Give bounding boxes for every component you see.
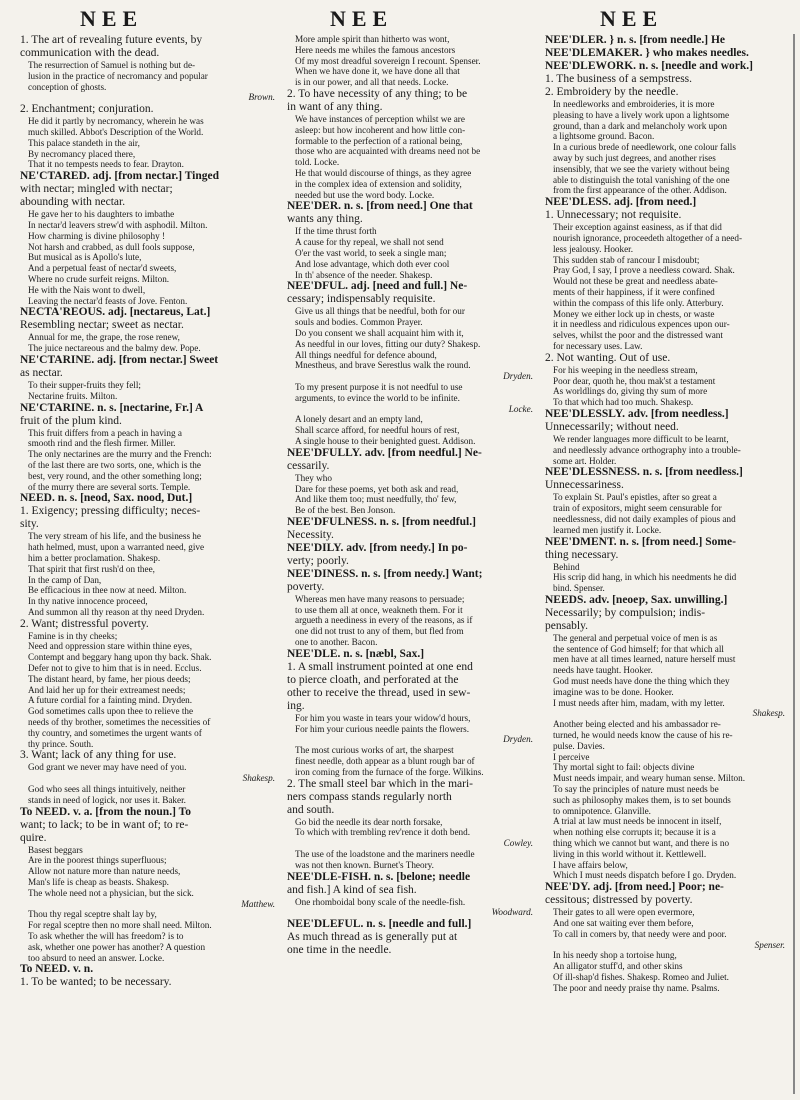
column-middle [287, 34, 533, 1094]
quotation-line: Behind [553, 561, 580, 572]
definition-line: to pierce cloath, and perforated at the [287, 673, 459, 686]
quotation-line: to omnipotence. Glanville. [553, 805, 651, 816]
quotation-line: away by such just degrees, and another rises [553, 152, 716, 163]
citation-source: Dryden. [503, 371, 533, 382]
quotation-line: when nothing else corrupts it; because it is a [553, 827, 716, 838]
quotation-line: More ample spirit than hitherto was wont, [295, 34, 450, 44]
quotation-line: How charming is divine philosophy ! [28, 230, 166, 241]
entry-headword-line: To NEED. v. a. [from the noun.] To [20, 805, 191, 818]
citation-source: Cowley. [503, 838, 533, 849]
quotation-line: In his needy shop a tortoise hung, [553, 950, 677, 961]
definition-line: thing necessary. [545, 548, 619, 561]
quotation-line: arguments, to evince the world to be infinite. [295, 392, 460, 403]
definition-line: 2. Want; distressful poverty. [20, 617, 149, 630]
definition-line: and fish.] A kind of sea fish. [287, 883, 417, 896]
quotation-line: In th' absence of the needer. Shakesp. [295, 269, 433, 280]
quotation-line: Their gates to all were open evermore, [553, 907, 695, 918]
quotation-line: The poor and needy praise thy name. Psalms. [553, 982, 720, 993]
definition-line: 1. To be wanted; to be necessary. [20, 976, 172, 989]
quotation-line: Of ill-shap'd fishes. Shakesp. Romeo and Juliet. [553, 972, 729, 982]
entry-headword-line: NE'CTARINE. adj. [from nectar.] Sweet [20, 353, 219, 366]
quotation-line: Thou thy regal sceptre shalt lay by, [28, 909, 157, 920]
quotation-line: such as philosophy makes them, is to set bounds [553, 794, 731, 805]
quotation-line: The distant heard, by fame, her pious deeds; [28, 673, 191, 684]
citation-source: Woodward. [491, 907, 533, 918]
quotation-line: For him you waste in tears your widow'd hours, [295, 712, 471, 723]
citation-source: Shakesp. [242, 773, 275, 784]
quotation-line: selves, whilst the poor and the distressed want [553, 330, 723, 341]
quotation-line: it in needless and ridiculous expences upon our- [553, 319, 730, 330]
quotation-line: To explain St. Paul's epistles, after so great a [553, 492, 717, 503]
quotation-line: and needlessly advance orthography into a trouble- [553, 444, 741, 455]
entry-headword-line: NEE'DFULLY. adv. [from needful.] Ne- [287, 446, 482, 459]
quotation-line: smooth rind and the flesh firmer. Miller. [28, 438, 176, 449]
quotation-line: O'er the vast world, to seek a single man; [295, 247, 447, 258]
quotation-line: asleep: but how incoherent and how little con- [295, 124, 466, 135]
quotation-line: insensibly, that we see the variety without being [553, 163, 730, 174]
quotation-line: much skilled. Abbot's Description of the World. [28, 126, 204, 137]
quotation-line: for necessary uses. Law. [553, 340, 643, 351]
quotation-line: To say the principles of nature must needs be [553, 784, 719, 795]
quotation-line: learned men justify it. Locke. [553, 524, 662, 535]
quotation-line: An alligator stuff'd, and other skins [553, 961, 683, 972]
citation-source: Matthew. [241, 898, 275, 909]
quotation-line: Basest beggars [28, 844, 83, 855]
quotation-line: The use of the loadstone and the mariners needle [295, 849, 475, 860]
citation-source: Dryden. [503, 734, 533, 745]
quotation-line: nourish ignorance, proceedeth altogether of a need- [553, 232, 743, 243]
definition-line: as nectar. [20, 366, 63, 379]
quotation-line: iron coming from the furnace of the forge. Wilkins. [295, 766, 484, 777]
quotation-line: I must needs after him, madam, with my letter. [553, 697, 725, 708]
definition-line: 2. Embroidery by the needle. [545, 86, 679, 98]
definition-line: fruit of the plum kind. [20, 414, 122, 427]
entry-headword-line: NEEDS. adv. [neoeƿ, Sax. unwilling.] [545, 593, 728, 606]
quotation-line: souls and bodies. Common Prayer. [295, 317, 423, 328]
quotation-line: In needleworks and embroideries, it is more [553, 99, 715, 109]
definition-line: wants any thing. [287, 213, 363, 226]
quotation-line: Are in the poorest things superfluous; [28, 855, 167, 866]
definition-line: cessary; indispensably requisite. [287, 293, 436, 306]
definition-line: As much thread as is generally put at [287, 931, 458, 944]
quotation-line: Do you consent we shall acquaint him with it, [295, 327, 464, 338]
quotation-line: And one sat waiting ever them before, [553, 918, 694, 929]
entry-headword-line: NEE'DMENT. n. s. [from need.] Some- [545, 535, 736, 548]
quotation-line: conception of ghosts. [28, 81, 107, 92]
quotation-line: thy country, and sometimes the urgent wants of [28, 727, 202, 738]
quotation-line: He that would discourse of things, as they agree [295, 167, 472, 178]
quotation-line: We render languages more difficult to be learnt, [553, 433, 729, 444]
quotation-line: By necromancy placed there, [28, 148, 136, 159]
quotation-line: We have instances of perception whilst we are [295, 113, 465, 124]
quotation-line: For him your curious needle paints the flowers. [295, 723, 470, 734]
definition-line: quire. [20, 831, 47, 844]
running-head-middle: NEE [330, 6, 394, 31]
definition-line: one time in the needle. [287, 944, 392, 957]
entry-headword-line: NEED. n. s. [neod, Sax. nood, Dut.] [20, 492, 193, 505]
entry-headword-line: NEE'DLESSLY. adv. [from needless.] [545, 407, 729, 420]
definition-line: Unnecessariness. [545, 479, 624, 492]
quotation-line: finest needle, doth appear as a blunt rough bar of [295, 756, 475, 767]
definition-line: 2. Enchantment; conjuration. [20, 103, 154, 116]
definition-line: ing. [287, 699, 305, 712]
quotation-line: In nectar'd leavers strew'd with asphodil. Milton. [28, 219, 208, 230]
definition-line: abounding with nectar. [20, 196, 126, 209]
entry-headword-line: NEE'DLE. n. s. [næbl, Sax.] [287, 647, 425, 660]
definition-line: pensably. [545, 619, 589, 632]
quotation-line: lusion in the practice of necromancy and popular [28, 70, 208, 81]
quotation-line: Leaving the nectar'd feasts of Jove. Fenton. [28, 295, 188, 306]
quotation-line: That spirit that first rush'd on thee, [28, 563, 155, 574]
quotation-line: One rhomboidal bony scale of the needle-fish. [295, 896, 466, 907]
page-header [0, 6, 800, 32]
quotation-line: pulse. Davies. [553, 740, 605, 751]
quotation-line: All things needful for defence abound, [295, 349, 437, 360]
quotation-line: the sentence of God himself; for that which all [553, 643, 724, 654]
quotation-line: He gave her to his daughters to imbathe [28, 209, 175, 220]
quotation-line: best, very round, and the other something long; [28, 470, 202, 481]
quotation-line: Defer not to give to him that is in need. Ecclus. [28, 663, 202, 674]
quotation-line: He did it partly by necromancy, wherein he was [28, 116, 204, 127]
quotation-line: Go bid the needle its dear north forsake, [295, 816, 443, 827]
quotation-line: And like them too; must needfully, tho' few, [295, 494, 457, 505]
citation-source: Brown. [248, 92, 275, 103]
entry-headword-line: NEE'DLER. } n. s. [from needle.] He [545, 34, 726, 46]
definition-line: sity. [20, 518, 39, 531]
quotation-line: Would not these be great and needless abate- [553, 276, 718, 287]
quotation-line: The very stream of his life, and the business he [28, 531, 201, 542]
quotation-line: Their exception against easiness, as if that did [553, 222, 722, 233]
definition-line: 1. The art of revealing future events, by [20, 34, 203, 46]
quotation-line: Nectarine fruits. Milton. [28, 390, 118, 401]
quotation-line: When we have done it, we have done all that [295, 66, 460, 77]
quotation-line: If the time thrust forth [295, 226, 377, 237]
quotation-line: To call in comers by, that needy were and poor. [553, 928, 727, 939]
citation-source: Spenser. [754, 939, 785, 950]
column-left [20, 34, 275, 1094]
quotation-line: too absurd to need an answer. Locke. [28, 952, 165, 963]
entry-headword-line: NEE'DER. n. s. [from need.] One that [287, 200, 473, 213]
entry-headword-line: To NEED. v. n. [20, 963, 94, 976]
entry-headword-line: NEE'DLEWORK. n. s. [needle and work.] [545, 60, 753, 72]
quotation-line: Whereas men have many reasons to persuade; [295, 593, 465, 604]
definition-line: 2. Not wanting. Out of use. [545, 351, 671, 364]
quotation-line: And lose advantage, which doth ever cool [295, 258, 450, 269]
quotation-line: able to distinguish the total vanishing of the one [553, 174, 730, 185]
quotation-line: God must needs have done the thing which they [553, 676, 730, 687]
quotation-line: In thy native innocence proceed, [28, 596, 148, 607]
quotation-line: ments of their happiness, if it were confined [553, 286, 715, 297]
quotation-line: His scrip did hang, in which his needments he did [553, 572, 737, 583]
quotation-line: The juice nectareous and the balmy dew. Pope. [28, 343, 201, 354]
quotation-line: And a perpetual feast of nectar'd sweets, [28, 263, 177, 274]
quotation-line: Give us all things that be needful, both for our [295, 306, 465, 317]
quotation-line: formable to the perfection of a rational being, [295, 135, 463, 146]
quotation-line: He with the Nais wont to dwell, [28, 284, 146, 295]
definition-line: cessitous; distressed by poverty. [545, 894, 693, 907]
quotation-line: less jealousy. Hooker. [553, 243, 634, 254]
definition-line: with nectar; mingled with nectar; [20, 183, 173, 196]
quotation-line: As worldlings do, giving thy sum of more [553, 386, 708, 397]
quotation-line: They who [295, 472, 332, 483]
definition-line: and south. [287, 803, 335, 816]
quotation-line: To ask whether the will has freedom? is to [28, 931, 184, 942]
quotation-line: The general and perpetual voice of men is as [553, 632, 718, 643]
quotation-line: I perceive [553, 751, 590, 762]
quotation-line: men have at all times learned, nature herself must [553, 654, 736, 665]
definition-line: 1. Exigency; pressing difficulty; neces- [20, 505, 201, 518]
quotation-line: thy prince. South. [28, 738, 94, 749]
quotation-line: To that which had too much. Shakesp. [553, 397, 694, 408]
quotation-line: from the first appearance of the other. Addison. [553, 185, 727, 196]
quotation-line: needlessness, did not daily examples of pious and [553, 513, 736, 524]
quotation-line: living in this world without it. Kettlewell. [553, 848, 707, 859]
definition-line: 2. To have necessity of any thing; to be [287, 87, 468, 100]
quotation-line: Poor dear, quoth he, thou mak'st a testament [553, 375, 716, 386]
quotation-line: And laid her up for their extreamest needs; [28, 684, 186, 695]
quotation-line: of the last there are two sorts, one, which is the [28, 459, 201, 470]
quotation-line: This sudden stab of rancour I misdoubt; [553, 254, 700, 265]
quotation-line: For regal sceptre then no more shall need. Milton. [28, 920, 212, 931]
definition-line: 2. The small steel bar which in the mari- [287, 777, 473, 790]
definition-line: verty; poorly. [287, 554, 349, 567]
entry-headword-line: NEE'DLESS. adj. [from need.] [545, 196, 697, 209]
definition-line: want; to lack; to be in want of; to re- [20, 818, 189, 831]
quotation-line: Of my most dreadful sovereign I recount. Spenser. [295, 55, 481, 66]
quotation-line: This fruit differs from a peach in having a [28, 427, 182, 438]
quotation-line: As needful in our loves, fitting our duty? Shakesp. [295, 338, 481, 349]
quotation-line: For his weeping in the needless stream, [553, 364, 698, 375]
entry-headword-line: NECTA'REOUS. adj. [nectareus, Lat.] [20, 306, 211, 319]
quotation-line: In a curious brede of needlework, one colour falls [553, 142, 736, 153]
quotation-line: Be of the best. Ben Jonson. [295, 505, 396, 516]
quotation-line: Mnestheus, and brave Serestlus walk the round. [295, 360, 471, 371]
quotation-line: one did not trust to any of them, but fled from [295, 626, 464, 637]
entry-headword-line: NEE'DLEFUL. n. s. [needle and full.] [287, 918, 472, 931]
quotation-line: pleasing to have a lively work upon a lightsome [553, 109, 730, 120]
quotation-line: Thy mortal sight to fail: objects divine [553, 762, 695, 773]
quotation-line: of the murry there are several sorts. Temple. [28, 481, 191, 492]
quotation-line: hath helmed, must, upon a warranted need, give [28, 542, 205, 553]
quotation-line: God who sees all things intuitively, neither [28, 784, 186, 795]
quotation-line: God sometimes calls upon thee to relieve the [28, 706, 194, 717]
quotation-line: bind. Spenser. [553, 583, 605, 594]
quotation-line: A trial at law must needs be innocent in itself, [553, 816, 722, 827]
quotation-line: Money we either lock up in chests, or waste [553, 308, 715, 319]
quotation-line: To my present purpose it is not needful to use [295, 381, 463, 392]
quotation-line: That it no tempests needs to fear. Drayton. [28, 159, 184, 170]
quotation-line: was not then known. Burnet's Theory. [295, 859, 434, 870]
entry-headword-line: NEE'DLEMAKER. } who makes needles. [545, 47, 749, 59]
definition-line: Unnecessarily; without need. [545, 420, 679, 433]
quotation-line: And summon all thy reason at thy need Dryden. [28, 606, 205, 617]
quotation-line: Need and oppression stare within thine eyes, [28, 641, 193, 652]
definition-line: cessarily. [287, 459, 330, 472]
quotation-line: I have affairs below, [553, 859, 628, 870]
quotation-line: Which I must needs dispatch before I go. Dryden. [553, 870, 737, 881]
quotation-line: The most curious works of art, the sharpest [295, 745, 454, 756]
running-head-right: NEE [600, 6, 664, 31]
quotation-line: Be efficacious in thee now at need. Milton. [28, 585, 187, 596]
entry-headword-line: NEE'DY. adj. [from need.] Poor; ne- [545, 881, 724, 894]
quotation-line: him a better proclamation. Shakesp. [28, 552, 161, 563]
running-head-left: NEE [80, 6, 144, 31]
quotation-line: The resurrection of Samuel is nothing but de- [28, 60, 196, 70]
quotation-line: stands in need of logick, nor uses it. Baker. [28, 794, 186, 805]
quotation-line: needed but use the word body. Locke. [295, 189, 435, 200]
entry-headword-line: NEE'DFULNESS. n. s. [from needful.] [287, 515, 476, 528]
quotation-line: A cause for thy repeal, we shall not send [295, 237, 444, 248]
definition-line: ners compass stands regularly north [287, 790, 452, 803]
quotation-line: to use them all at once, weakneth them. For it [295, 604, 463, 615]
quotation-line: Another being elected and his ambassador re- [553, 719, 721, 730]
definition-line: communication with the dead. [20, 47, 160, 59]
quotation-line: needs have taught. Hooker. [553, 665, 653, 676]
definition-line: Resembling nectar; sweet as nectar. [20, 319, 184, 332]
definition-line: 1. Unnecessary; not requisite. [545, 209, 682, 222]
definition-line: 1. The business of a sempstress. [545, 73, 693, 85]
entry-headword-line: NEE'DFUL. adj. [need and full.] Ne- [287, 280, 468, 293]
quotation-line: God grant we never may have need of you. [28, 762, 187, 773]
quotation-line: thing which we cannot but want, and there is no [553, 838, 730, 849]
quotation-line: Must needs impair, and weary human sense. Milton. [553, 773, 746, 784]
entry-headword-line: NEE'DLESSNESS. n. s. [from needless.] [545, 466, 743, 479]
definition-line: other to receive the thread, used in sew- [287, 686, 471, 699]
definition-line: in want of any thing. [287, 100, 383, 113]
quotation-line: ask, whether one power has another? A question [28, 941, 206, 952]
definition-line: 1. A small instrument pointed at one end [287, 660, 473, 673]
quotation-line: train of expositors, might seem censurable for [553, 503, 722, 514]
citation-source: Locke. [508, 403, 533, 414]
quotation-line: In the camp of Dan, [28, 574, 102, 585]
quotation-line: a lightsome ground. Bacon. [553, 131, 655, 142]
quotation-line: Not harsh and crabbed, as dull fools suppose, [28, 241, 195, 252]
quotation-line: This palace standeth in the air, [28, 137, 140, 148]
quotation-line: turned, he would needs know the cause of his re- [553, 730, 733, 741]
quotation-line: The only nectarines are the murry and the French: [28, 449, 212, 460]
quotation-line: Here needs me whiles the famous ancestors [295, 44, 456, 55]
definition-line: poverty. [287, 580, 325, 593]
quotation-line: is in our power, and all that needs. Locke. [295, 77, 449, 88]
quotation-line: imagine was to be done. Hooker. [553, 686, 674, 697]
quotation-line: The whole need not a physician, but the sick. [28, 887, 194, 898]
quotation-line: ground, than a dark and melancholy work upon [553, 120, 728, 131]
quotation-line: argueth a neediness in every of the reasons, as if [295, 615, 473, 626]
quotation-line: told. Locke. [295, 157, 340, 168]
entry-headword-line: NEE'DILY. adv. [from needy.] In po- [287, 541, 468, 554]
quotation-line: Allow not nature more than nature needs, [28, 866, 181, 877]
quotation-line: within the compass of this life only. Atterbury. [553, 297, 724, 308]
quotation-line: in the complex idea of extension and solidity, [295, 178, 462, 189]
quotation-line: A single house to their benighted guest. Addison. [295, 435, 476, 446]
entry-headword-line: NEE'DLE-FISH. n. s. [belone; needle [287, 870, 471, 883]
quotation-line: Annual for me, the grape, the rose renew, [28, 332, 180, 343]
quotation-line: Man's life is cheap as beasts. Shakesp. [28, 877, 169, 888]
definition-line: Necessity. [287, 528, 334, 541]
entry-headword-line: NE'CTARED. adj. [from nectar.] Tinged [20, 170, 220, 183]
quotation-line: Shall scarce afford, for needful hours of rest, [295, 425, 460, 436]
quotation-line: A future cordial for a fainting mind. Dryden. [28, 695, 193, 706]
quotation-line: A lonely desart and an empty land, [295, 414, 423, 425]
quotation-line: one to another. Bacon. [295, 637, 378, 648]
definition-line: Necessarily; by compulsion; indis- [545, 606, 706, 619]
quotation-line: Where no crude surfeit reigns. Milton. [28, 273, 170, 284]
entry-headword-line: NEE'DINESS. n. s. [from needy.] Want; [287, 567, 483, 580]
column-right [545, 34, 795, 1094]
quotation-line: To which with trembling rev'rence it doth bend. [295, 827, 471, 838]
entry-headword-line: NE'CTARINE. n. s. [nectarine, Fr.] A [20, 401, 204, 414]
quotation-line: Famine is in thy cheeks; [28, 630, 118, 641]
definition-line: 3. Want; lack of any thing for use. [20, 749, 177, 762]
quotation-line: some art. Holder. [553, 455, 617, 466]
quotation-line: But musical as is Apollo's lute, [28, 252, 142, 263]
quotation-line: To their supper-fruits they fell; [28, 379, 141, 390]
quotation-line: Contempt and beggary hang upon thy back. Shak. [28, 652, 212, 663]
quotation-line: Dare for these poems, yet both ask and read, [295, 483, 459, 494]
quotation-line: those who are acquainted with dreams need not be [295, 146, 481, 157]
quotation-line: needs of thy brother, sometimes the necessities of [28, 717, 211, 728]
citation-source: Shakesp. [752, 708, 785, 719]
quotation-line: Pray God, I say, I prove a needless coward. Shak. [553, 265, 735, 276]
